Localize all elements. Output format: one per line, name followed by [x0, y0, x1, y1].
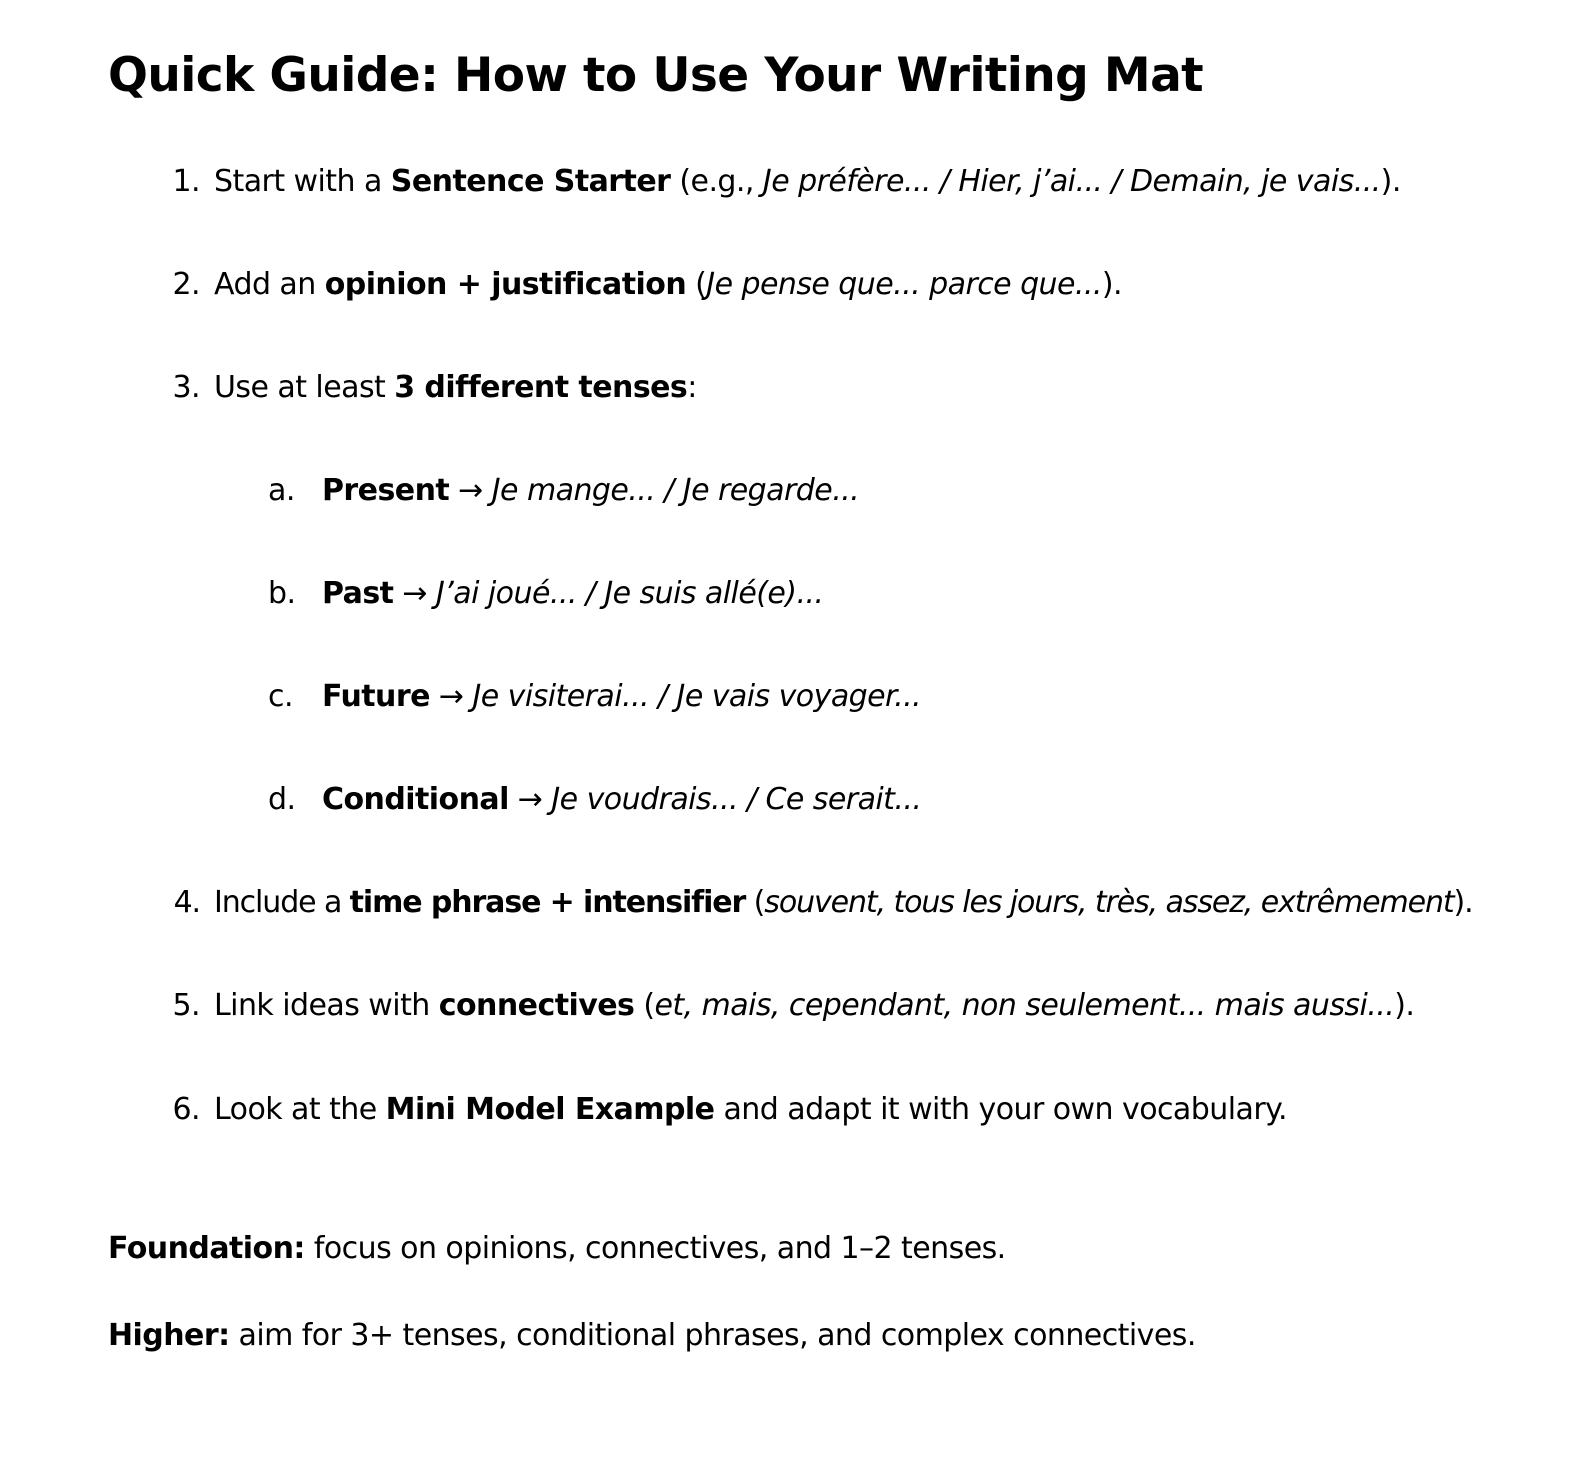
list-marker: 1.: [172, 164, 200, 199]
tense-name: Past: [322, 576, 394, 611]
sublist-marker: c.: [268, 679, 293, 714]
list-marker: 5.: [172, 988, 200, 1023]
arrow-icon: →: [429, 679, 473, 714]
sublist-item-conditional: [268, 780, 922, 820]
arrow-icon: →: [393, 576, 436, 611]
tense-example: Je voudrais... / Ce serait...: [551, 782, 922, 817]
list-item-step-2: [172, 265, 1123, 305]
step-text: :: [687, 370, 697, 405]
step-keyword: opinion + justification: [324, 267, 687, 302]
step-text: Look at the: [214, 1092, 386, 1127]
step-text: ).: [1101, 267, 1123, 302]
step-example: souvent, tous les jours, très, assez, extrêmement: [764, 885, 1454, 920]
step-keyword: time phrase + intensifier: [349, 885, 746, 920]
step-example: et, mais, cependant, non seulement... mais aussi...: [654, 988, 1395, 1023]
sublist-item-future: [268, 677, 922, 717]
tense-example: Je mange... / Je regarde...: [491, 473, 860, 508]
step-keyword: Sentence Starter: [390, 164, 671, 199]
sublist-item-past: [268, 574, 824, 614]
step-text: ).: [1394, 988, 1415, 1023]
arrow-icon: →: [449, 473, 492, 508]
step-text: ).: [1380, 164, 1401, 199]
tense-name: Present: [322, 473, 450, 508]
document-page: [108, 0, 1568, 1470]
sublist-marker: b.: [268, 576, 296, 611]
step-text: Start with a: [214, 164, 391, 199]
sublist-marker: a.: [268, 473, 295, 508]
step-text: and adapt it with your own vocabulary.: [714, 1092, 1288, 1127]
list-marker: 3.: [172, 370, 200, 405]
step-text: Include a: [214, 885, 350, 920]
foundation-note: [108, 1229, 1006, 1269]
page-title: Quick Guide: How to Use Your Writing Mat: [108, 48, 1204, 103]
higher-label: Higher:: [108, 1318, 230, 1353]
step-keyword: 3 different tenses: [394, 370, 688, 405]
list-item-step-6: [172, 1090, 1288, 1130]
foundation-text: focus on opinions, connectives, and 1–2 tenses.: [304, 1231, 1006, 1266]
step-text: (: [745, 885, 765, 920]
foundation-label: Foundation:: [108, 1231, 305, 1266]
step-text: (e.g.,: [670, 164, 763, 199]
list-item-step-5: [172, 986, 1415, 1026]
arrow-icon: →: [508, 782, 552, 817]
step-text: Use at least: [214, 370, 395, 405]
list-marker: 2.: [172, 267, 200, 302]
step-text: Link ideas with: [214, 988, 439, 1023]
list-item-step-4: [173, 883, 1473, 923]
list-item-step-1: [172, 162, 1401, 202]
tense-name: Future: [322, 679, 430, 714]
step-example: Je pense que... parce que...: [706, 267, 1102, 302]
step-text: (: [634, 988, 655, 1023]
sublist-marker: d.: [268, 782, 296, 817]
step-text: (: [686, 267, 707, 302]
higher-note: [108, 1316, 1196, 1356]
tense-example: J’ai joué... / Je suis allé(e)...: [436, 576, 824, 611]
tense-name: Conditional: [322, 782, 509, 817]
step-keyword: connectives: [438, 988, 635, 1023]
step-text: Add an: [214, 267, 325, 302]
list-marker: 6.: [172, 1092, 200, 1127]
tense-example: Je visiterai... / Je vais voyager...: [472, 679, 922, 714]
list-marker: 4.: [173, 885, 200, 920]
step-example: Je préfère... / Hier, j’ai... / Demain, je vais...: [762, 164, 1381, 199]
higher-text: aim for 3+ tenses, conditional phrases, and complex connectives.: [229, 1318, 1196, 1353]
list-item-step-3: [172, 368, 697, 408]
step-keyword: Mini Model Example: [385, 1092, 715, 1127]
step-text: ).: [1453, 885, 1473, 920]
sublist-item-present: [268, 471, 860, 511]
